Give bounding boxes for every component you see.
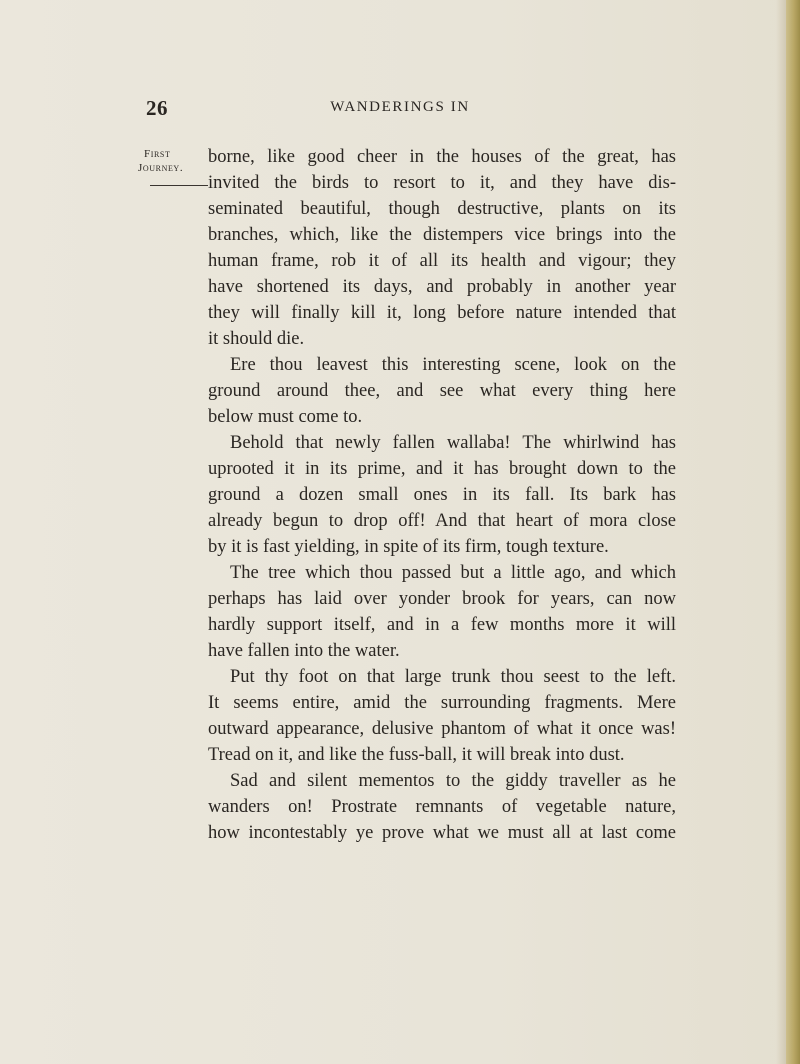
text-line: It seems entire, amid the surrounding fragments. Mere — [208, 693, 676, 713]
text-line: The tree which thou passed but a little ago, and which — [230, 563, 676, 583]
margin-note-line-2: Journey. — [138, 162, 184, 174]
page-number: 26 — [146, 96, 168, 120]
text-line: ground a dozen small ones in its fall. Its bark has — [208, 485, 676, 505]
text-line: already begun to drop off! And that heart of mora close — [208, 511, 676, 531]
text-line: human frame, rob it of all its health and vigour; they — [208, 251, 676, 271]
text-line: hardly support itself, and in a few months more it will — [208, 615, 676, 635]
text-line: they will finally kill it, long before nature intended that — [208, 303, 676, 323]
text-line: Behold that newly fallen wallaba! The whirlwind has — [230, 433, 676, 453]
text-line: by it is fast yielding, in spite of its firm, tough texture. — [208, 537, 609, 557]
text-line: Sad and silent mementos to the giddy traveller as he — [230, 771, 676, 791]
text-line: below must come to. — [208, 407, 363, 427]
body-text — [208, 144, 676, 846]
text-line: seminated beautiful, though destructive, plants on its — [208, 199, 676, 219]
text-line: uprooted it in its prime, and it has brought down to the — [208, 459, 676, 479]
text-line: wanders on! Prostrate remnants of vegetable nature, — [208, 797, 676, 817]
text-line: it should die. — [208, 329, 305, 349]
text-line: how incontestably ye prove what we must all at last come — [208, 823, 676, 843]
text-line: branches, which, like the distempers vice brings into the — [208, 225, 676, 245]
text-line: invited the birds to resort to it, and they have dis- — [208, 173, 676, 193]
text-line: Put thy foot on that large trunk thou seest to the left. — [230, 667, 676, 687]
page-edge — [786, 0, 800, 1064]
text-line: have fallen into the water. — [208, 641, 400, 661]
text-line: Tread on it, and like the fuss-ball, it will break into dust. — [208, 745, 625, 765]
running-title: WANDERINGS IN — [330, 99, 470, 115]
text-line: ground around thee, and see what every thing here — [208, 381, 676, 401]
text-line: have shortened its days, and probably in another year — [208, 277, 676, 297]
margin-rule — [150, 185, 208, 186]
page-edge-shadow — [776, 0, 786, 1064]
text-line: outward appearance, delusive phantom of what it once was! — [208, 719, 676, 739]
text-line: borne, like good cheer in the houses of the great, has — [208, 147, 676, 167]
text-line: Ere thou leavest this interesting scene, look on the — [230, 355, 676, 375]
text-line: perhaps has laid over yonder brook for years, can now — [208, 589, 676, 609]
margin-note-line-1: First — [144, 148, 171, 160]
